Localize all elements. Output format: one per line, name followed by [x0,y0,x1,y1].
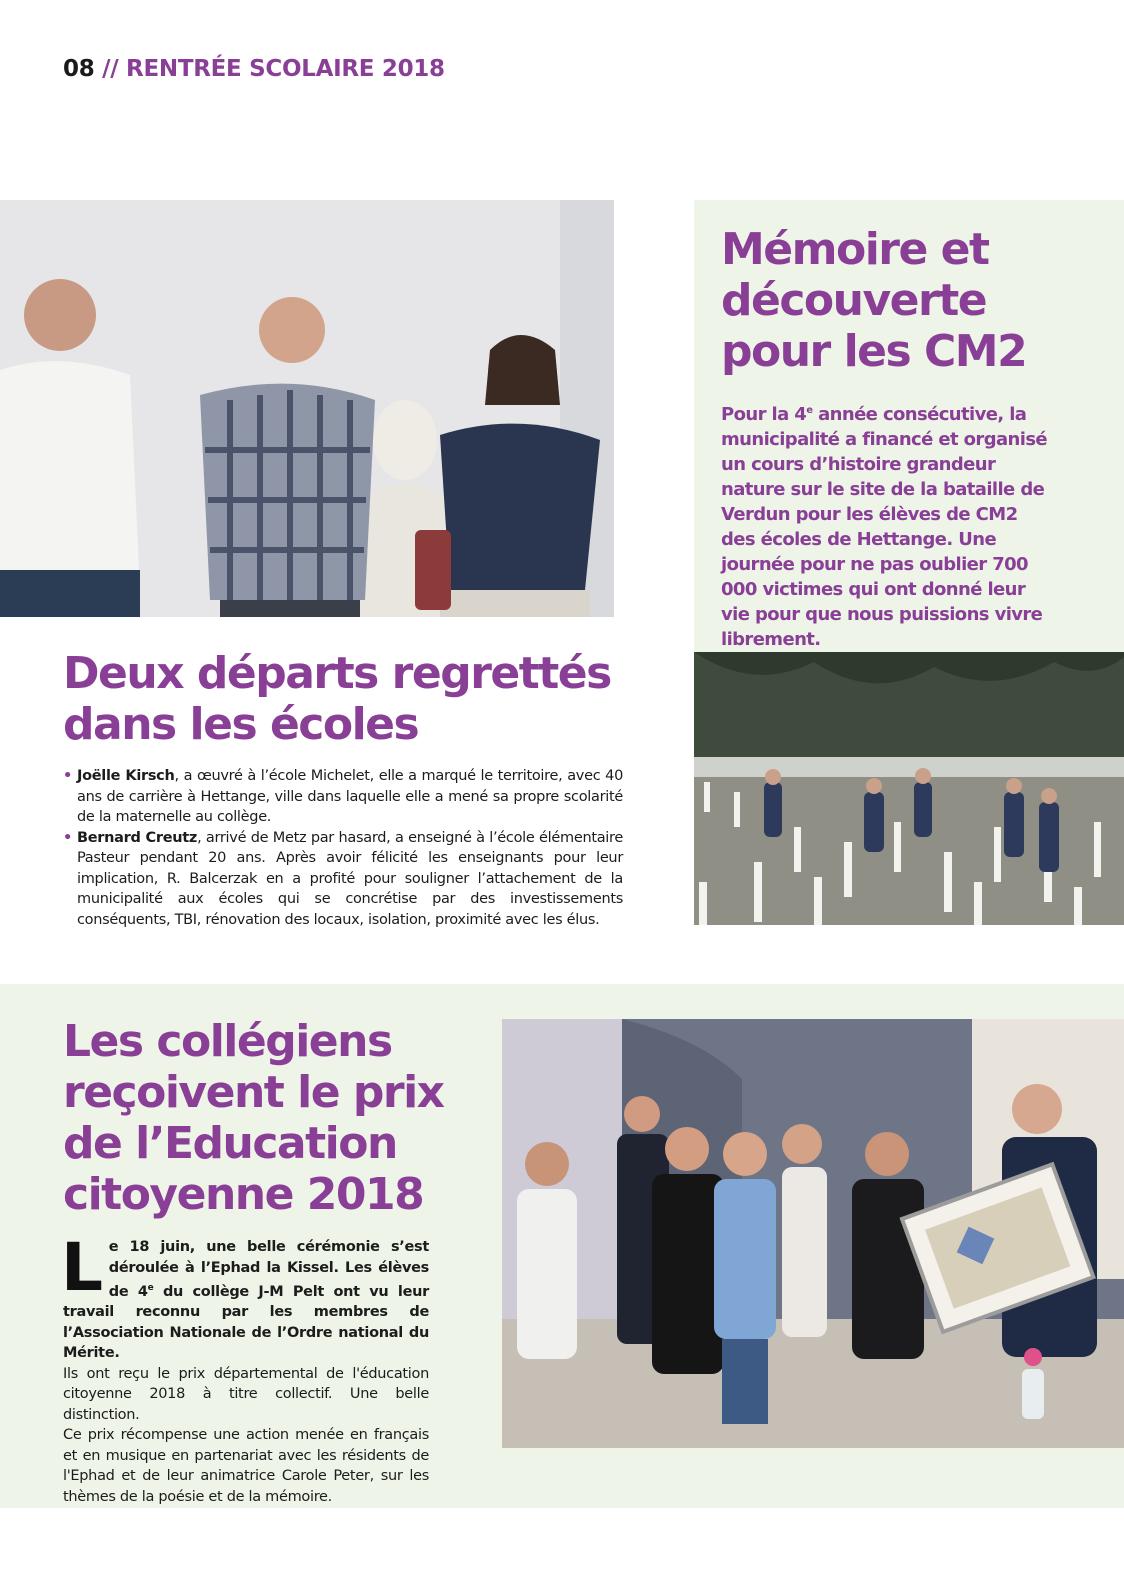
list-item [63,766,623,828]
intro-text: du collège J-M Pelt ont vu leur travail reconnu par les membres de l’Association Nationale de l’Ordre national du Mérite. [63,1283,429,1362]
teachers-photo [0,200,614,617]
ceremony-photo [502,1019,1124,1448]
memoire-title-line: découverte [721,275,987,326]
collegiens-title-line: reçoivent le prix [63,1067,444,1118]
list-item [63,828,623,931]
page-header [63,56,445,82]
memoire-lead-text: année consécutive, la municipalité a financé et organisé un cours d’histoire grandeur nature sur le site de la bataille de Verdun pour les élèves de CM2 des écoles de Hettange. Une journée pour ne pas oublier 700 000 victimes qui ont donné leur vie pour que nous puissions vivre librement. [721,404,1048,650]
person-name: Joëlle Kirsch [77,768,175,784]
memoire-lead-text: Pour la 4 [721,404,807,425]
collegiens-title-line: citoyenne 2018 [63,1169,424,1220]
item-text: , a œuvré à l’école Michelet, elle a marqué le territoire, avec 40 ans de carrière à Hettange, ville dans laquelle elle a mené sa propre scolarité de la maternelle au collège. [77,768,623,825]
departs-list [63,766,623,930]
intro-sup: e [147,1283,154,1293]
memoire-lead-sup: e [806,405,813,416]
header-separator: // [94,56,127,82]
departs-title-line: dans les écoles [63,699,419,750]
article-paragraph: Ils ont reçu le prix départemental de l'éducation citoyenne 2018 à titre collectif. Une belle distinction. [63,1365,429,1423]
departs-title [63,648,623,750]
collegiens-title-line: Les collégiens [63,1016,392,1067]
memoire-title [721,224,1121,377]
article-paragraph: Ce prix récompense une action menée en français et en musique en partenariat avec les résidents de l'Ephad et de leur animatrice Carole Peter, sur les thèmes de la poésie et de la mémoire. [63,1427,429,1505]
section-title: RENTRÉE SCOLAIRE 2018 [126,56,445,82]
memoire-title-line: Mémoire et [721,224,989,275]
intro-text: e 18 juin, une belle cérémonie s’est déroulée à l’Ephad la Kissel. Les élèves de 4 [108,1239,429,1300]
departs-title-line: Deux départs regrettés [63,648,611,699]
cemetery-photo [694,652,1124,925]
collegiens-article [61,1229,429,1507]
item-text: , arrivé de Metz par hasard, a enseigné à l’école élémentaire Pasteur pendant 20 ans. Après avoir félicité les enseignants pour leur implication, R. Balcerzak en a profité pour souligner l’attachement de la municipalité aux écoles qui se concrétise par des investissements conséquents, TBI, rénovation des locaux, isolation, proximité avec les élus. [77,829,623,928]
person-name: Bernard Creutz [77,829,198,846]
memoire-title-line: pour les CM2 [721,326,1027,377]
drop-cap: L [61,1229,103,1306]
article-intro [61,1229,429,1364]
page-number: 08 [63,56,95,82]
collegiens-title-line: de l’Education [63,1118,397,1169]
memoire-lead [721,398,1051,652]
collegiens-title [63,1016,493,1220]
